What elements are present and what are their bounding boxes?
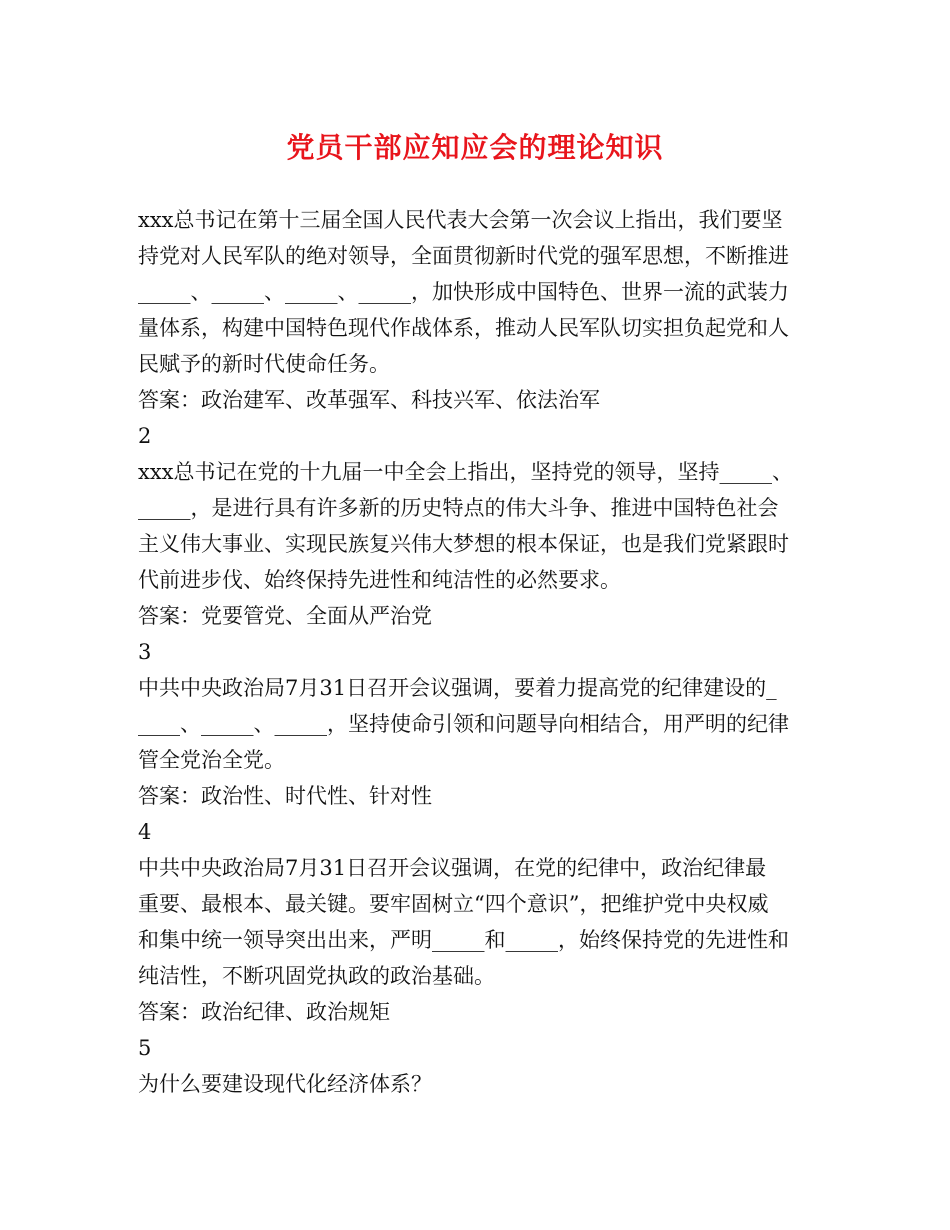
answer-line: 答案：党要管党、全面从严治党 <box>138 604 432 628</box>
text-line: _____，是进行具有许多新的历史特点的伟大斗争、推进中国特色社会 <box>138 496 779 520</box>
answer-line: 答案：政治性、时代性、针对性 <box>138 784 432 808</box>
text-line: 持党对人民军队的绝对领导，全面贯彻新时代党的强军思想，不断推进 <box>138 244 789 268</box>
text-line: ____、_____、_____，坚持使命引领和问题导向相结合，用严明的纪律 <box>138 712 789 736</box>
question-number: 5 <box>138 1036 152 1060</box>
question-number: 4 <box>138 820 152 844</box>
text-line: 民赋予的新时代使命任务。 <box>138 352 390 376</box>
text-line: 主义伟大事业、实现民族复兴伟大梦想的根本保证，也是我们党紧跟时 <box>138 532 789 556</box>
answer-line: 答案：政治纪律、政治规矩 <box>138 1000 390 1024</box>
text-line: 和集中统一领导突出出来，严明_____和_____，始终保持党的先进性和 <box>138 928 789 952</box>
question-number: 3 <box>138 640 152 664</box>
answer-line: 答案：政治建军、改革强军、科技兴军、依法治军 <box>138 388 600 412</box>
text-line: 重要、最根本、最关键。要牢固树立“四个意识”，把维护党中央权威 <box>138 892 769 916</box>
text-line: 代前进步伐、始终保持先进性和纯洁性的必然要求。 <box>138 568 621 592</box>
text-line: xxx总书记在第十三届全国人民代表大会第一次会议上指出，我们要坚 <box>138 208 783 232</box>
text-line: 管全党治全党。 <box>138 748 285 772</box>
document-body <box>138 202 818 1102</box>
text-line: 中共中央政治局7月31日召开会议强调，要着力提高党的纪律建设的_ <box>138 676 777 700</box>
text-line: 量体系，构建中国特色现代作战体系，推动人民军队切实担负起党和人 <box>138 316 789 340</box>
text-line: 纯洁性，不断巩固党执政的政治基础。 <box>138 964 495 988</box>
document-title: 党员干部应知应会的理论知识 <box>286 131 664 164</box>
text-line: xxx总书记在党的十九届一中全会上指出，坚持党的领导，坚持_____、 <box>138 460 794 484</box>
text-line: _____、_____、_____、_____，加快形成中国特色、世界一流的武装力 <box>138 280 789 304</box>
text-line: 为什么要建设现代化经济体系？ <box>138 1072 432 1096</box>
text-line: 中共中央政治局7月31日召开会议强调，在党的纪律中，政治纪律最 <box>138 856 767 880</box>
question-number: 2 <box>138 424 152 448</box>
